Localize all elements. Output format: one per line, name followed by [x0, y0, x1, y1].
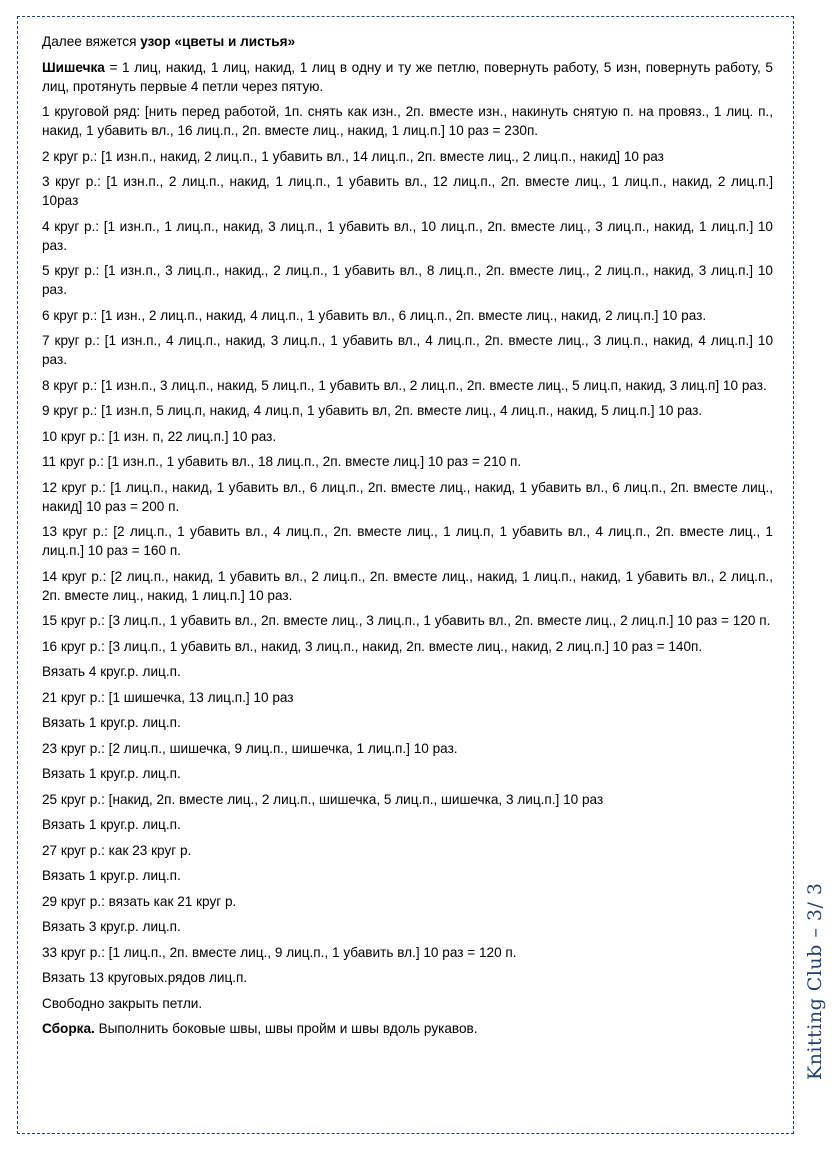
instruction-row: Свободно закрыть петли. [42, 995, 203, 1011]
instruction-row: 29 круг р.: вязать как 21 круг р. [42, 893, 237, 909]
instruction-row: Вязать 13 круговых.рядов лиц.п. [42, 970, 248, 985]
instruction-row: 8 круг р.: [1 изн.п., 3 лиц.п., накид, 5 лиц.п., 1 убавить вл., 2 лиц.п., 2п. вместе лиц., 5 лиц.п, накид, 3 лиц.п] 10 раз. [42, 377, 767, 393]
bobble-definition: Шишечка = 1 лиц, накид, 1 лиц, накид, 1 лиц в одну и ту же петлю, повернуть работу, 5 изн, повернуть работу, 5 лиц, протянуть первые 4 петли через пятую. [42, 59, 773, 94]
assembly-paragraph: Сборка. Выполнить боковые швы, швы пройм и швы вдоль рукавов. [42, 1021, 478, 1036]
instruction-row: 2 круг р.: [1 изн.п., накид, 2 лиц.п., 1 убавить вл., 14 лиц.п., 2п. вместе лиц., 2 лиц.п., накид] 10 раз [42, 148, 664, 164]
bobble-term: Шишечка [42, 59, 105, 75]
pattern-name: узор «цветы и листья» [140, 34, 296, 49]
instruction-row: 25 круг р.: [накид, 2п. вместе лиц., 2 лиц.п., шишечка, 5 лиц.п., шишечка, 3 лиц.п.] 10 раз [42, 791, 604, 807]
instruction-row: 5 круг р.: [1 изн.п., 3 лиц.п., накид., 2 лиц.п., 1 убавить вл., 8 лиц.п., 2п. вместе лиц., 2 лиц.п., накид, 3 лиц.п.] 10 раз. [42, 263, 773, 297]
intro-line: Далее вяжется узор «цветы и листья» [42, 34, 296, 49]
document-body [42, 32, 773, 1045]
instruction-row: Вязать 4 круг.р. лиц.п. [42, 664, 181, 679]
instruction-row: Вязать 1 круг.р. лиц.п. [42, 715, 181, 730]
instruction-row: 14 круг р.: [2 лиц.п., накид, 1 убавить вл., 2 лиц.п., 2п. вместе лиц., накид, 1 лиц.п., накид, 1 убавить вл., 2 лиц.п., 2п. вместе лиц., накид, 1 лиц.п.] 10 раз. [42, 568, 773, 603]
instruction-row: 4 круг р.: [1 изн.п., 1 лиц.п., накид, 3 лиц.п., 1 убавить вл., 10 лиц.п., 2п. вместе лиц., 3 лиц.п., накид, 1 лиц.п.] 10 раз. [42, 218, 773, 253]
assembly-term: Сборка. [42, 1021, 95, 1036]
instruction-row: 23 круг р.: [2 лиц.п., шишечка, 9 лиц.п., шишечка, 1 лиц.п.] 10 раз. [42, 740, 458, 756]
instruction-row: 12 круг р.: [1 лиц.п., накид, 1 убавить вл., 6 лиц.п., 2п. вместе лиц., накид, 1 убавить вл., 6 лиц.п., 2п. вместе лиц., накид] 10 раз = 200 п. [42, 479, 773, 514]
instruction-row: 16 круг р.: [3 лиц.п., 1 убавить вл., накид, 3 лиц.п., накид, 2п. вместе лиц., накид, 2 лиц.п.] 10 раз = 140п. [42, 638, 703, 654]
instruction-row: Вязать 3 круг.р. лиц.п. [42, 919, 181, 934]
instruction-row: 15 круг р.: [3 лиц.п., 1 убавить вл., 2п. вместе лиц., 3 лиц.п., 1 убавить вл., 2п. вместе лиц., 2 лиц.п.] 10 раз = 120 п. [42, 613, 771, 628]
instruction-row: 13 круг р.: [2 лиц.п., 1 убавить вл., 4 лиц.п., 2п. вместе лиц., 1 лиц.п, 1 убавить вл., 4 лиц.п., 2п. вместе лиц., 1 лиц.п.] 10 раз = 160 п. [42, 524, 773, 558]
instruction-row: 9 круг р.: [1 изн.п, 5 лиц.п, накид, 4 лиц.п, 1 убавить вл, 2п. вместе лиц., 4 лиц.п., накид, 5 лиц.п.] 10 раз. [42, 403, 703, 418]
instruction-row: Вязать 1 круг.р. лиц.п. [42, 766, 181, 781]
instruction-row: Вязать 1 круг.р. лиц.п. [42, 868, 181, 883]
instruction-row: 6 круг р.: [1 изн., 2 лиц.п., накид, 4 лиц.п., 1 убавить вл., 6 лиц.п., 2п. вместе лиц., накид, 2 лиц.п.] 10 раз. [42, 307, 707, 323]
instruction-row: 3 круг р.: [1 изн.п., 2 лиц.п., накид, 1 лиц.п., 1 убавить вл., 12 лиц.п., 2п. вместе лиц., 1 лиц.п., накид, 2 лиц.п.] 10раз [42, 174, 773, 208]
instruction-row: 27 круг р.: как 23 круг р. [42, 842, 192, 858]
instruction-row: 7 круг р.: [1 изн.п., 4 лиц.п., накид, 3 лиц.п., 1 убавить вл., 4 лиц.п., 2п. вместе лиц., 3 лиц.п., накид, 4 лиц.п.] 10 раз. [42, 333, 773, 367]
rows-list [42, 102, 773, 1013]
instruction-row: Вязать 1 круг.р. лиц.п. [42, 817, 181, 832]
instruction-row: 33 круг р.: [1 лиц.п., 2п. вместе лиц., 9 лиц.п., 1 убавить вл.] 10 раз = 120 п. [42, 944, 517, 960]
instruction-row: 1 круговой ряд: [нить перед работой, 1п. снять как изн., 2п. вместе изн., накинуть снятую п. на провяз., 1 лиц. п., накид, 1 убавить вл., 16 лиц.п., 2п. вместе лиц., накид, 1 лиц.п.] 10 раз = 230п. [42, 104, 773, 138]
instruction-row: 10 круг р.: [1 изн. п, 22 лиц.п.] 10 раз. [42, 428, 277, 444]
side-label: Knitting Club – 3/ 3 [804, 882, 826, 1080]
instruction-row: 11 круг р.: [1 изн.п., 1 убавить вл., 18 лиц.п., 2п. вместе лиц.] 10 раз = 210 п. [42, 454, 522, 469]
instruction-row: 21 круг р.: [1 шишечка, 13 лиц.п.] 10 раз [42, 689, 294, 705]
